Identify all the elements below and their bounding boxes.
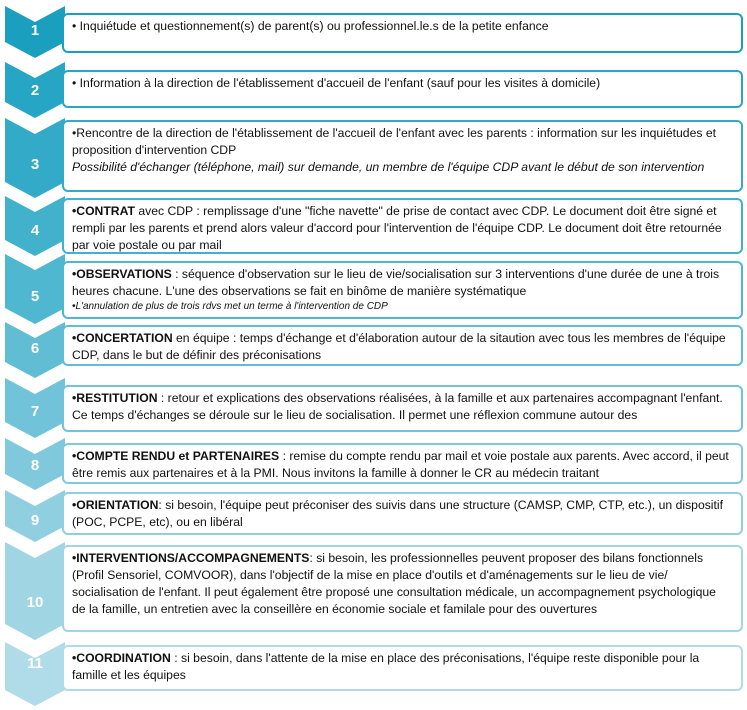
step-9 bbox=[0, 490, 747, 542]
step-text-line bbox=[72, 497, 731, 531]
step-keyword: •ORIENTATION bbox=[72, 498, 159, 512]
step-description: : si besoin, l'équipe peut préconiser des suivis dans une structure (CAMSP, CMP, CTP, etc.), un dispositif (POC, PCPE, etc), ou en libéral bbox=[72, 498, 723, 529]
step-text-box bbox=[62, 261, 743, 319]
step-text-box bbox=[62, 545, 743, 632]
step-description: avec CDP : remplissage d'une "fiche navette" de prise de contact avec CDP. Le document doit être signé et rempli par les parents et prend alors valeur d'accord pour l'intervention de l'équipe CDP. Le document doit être retournée par voie postale ou par mail bbox=[72, 204, 722, 252]
step-keyword: •COORDINATION bbox=[72, 651, 171, 665]
step-number: 1 bbox=[30, 22, 40, 39]
step-description: • Inquiétude et questionnement(s) de parent(s) ou professionnel.le.s de la petite enfance bbox=[72, 19, 549, 33]
step-text-line bbox=[72, 203, 731, 254]
step-6 bbox=[0, 322, 747, 378]
step-text-line bbox=[72, 159, 731, 176]
step-keyword: •COMPTE RENDU et PARTENAIRES bbox=[72, 449, 280, 463]
step-description: • Information à la direction de l'établissement d'accueil de l'enfant (sauf pour les visites à domicile) bbox=[72, 76, 601, 90]
step-4 bbox=[0, 196, 747, 256]
step-text-line bbox=[72, 390, 731, 424]
step-description: : remise du compte rendu par mail et voie postale aux parents. Avec accord, il peut être remis aux partenaires et à la PMI. Nous invitons la famille à donner le CR au médecin traitant bbox=[72, 449, 729, 480]
step-text-box bbox=[62, 645, 743, 691]
step-number: 8 bbox=[30, 457, 40, 474]
step-1 bbox=[0, 6, 747, 58]
step-description: Possibilité d'échanger (téléphone, mail) sur demande, un membre de l'équipe CDP avant le début de son intervention bbox=[72, 160, 705, 174]
step-text-box bbox=[62, 325, 743, 366]
step-description: en équipe : temps d'échange et d'élaboration autour de la sitaution avec tous les membres de l'équipe CDP, dans le but de définir des préconisations bbox=[72, 331, 726, 362]
step-number: 11 bbox=[27, 655, 43, 672]
step-number: 2 bbox=[30, 82, 40, 99]
step-text-box bbox=[62, 13, 743, 53]
step-keyword: •OBSERVATIONS bbox=[72, 267, 172, 281]
step-text-line bbox=[72, 266, 731, 300]
step-number: 3 bbox=[30, 156, 40, 173]
step-text-line bbox=[72, 448, 731, 482]
step-text-line bbox=[72, 300, 731, 313]
step-text-line bbox=[72, 550, 731, 618]
step-3 bbox=[0, 118, 747, 198]
step-number: 4 bbox=[30, 222, 40, 239]
chevron-arrow-icon bbox=[5, 542, 65, 640]
step-2 bbox=[0, 62, 747, 118]
step-text-line bbox=[72, 330, 731, 364]
step-text-box bbox=[62, 198, 743, 254]
step-text-box bbox=[62, 443, 743, 484]
step-number: 10 bbox=[26, 594, 44, 611]
step-text-box bbox=[62, 120, 743, 192]
step-5 bbox=[0, 254, 747, 324]
step-number: 6 bbox=[30, 340, 40, 357]
step-description: •Rencontre de la direction de l'établissement de l'accueil de l'enfant avec les parents : information sur les inquiétudes et proposition d'intervention CDP bbox=[72, 126, 717, 157]
step-text-line bbox=[72, 18, 731, 35]
step-keyword: •RESTITUTION bbox=[72, 391, 158, 405]
step-number: 9 bbox=[30, 512, 40, 529]
step-number: 7 bbox=[30, 403, 40, 420]
step-keyword: •CONTRAT bbox=[72, 204, 135, 218]
step-text-line bbox=[72, 75, 731, 92]
chevron-arrow-icon bbox=[5, 642, 65, 706]
step-text-line bbox=[72, 125, 731, 159]
step-description: •L'annulation de plus de trois rdvs met un terme à l'intervention de CDP bbox=[72, 301, 388, 312]
step-8 bbox=[0, 438, 747, 490]
step-description: : si besoin, dans l'attente de la mise en place des préconisations, l'équipe reste disponible pour la famille et les équipes bbox=[72, 651, 700, 682]
step-description: : séquence d'observation sur le lieu de vie/socialisation sur 3 interventions d'une durée de une à trois heures chacune. L'une des observations se fait en binôme de manière systématique bbox=[72, 267, 720, 298]
step-keyword: •CONCERTATION bbox=[72, 331, 173, 345]
step-text-box bbox=[62, 70, 743, 108]
step-7 bbox=[0, 378, 747, 438]
step-description: : retour et explications des observations réalisées, à la famille et aux partenaires accompagnant l'enfant. Ce temps d'échanges se déroule sur le lieu de socialisation. Il permet une réflexion commune autour des bbox=[72, 391, 723, 422]
step-text-line bbox=[72, 650, 731, 684]
step-keyword: •INTERVENTIONS/ACCOMPAGNEMENTS bbox=[72, 551, 310, 565]
step-text-box bbox=[62, 492, 743, 535]
step-number: 5 bbox=[30, 288, 40, 305]
step-text-box bbox=[62, 385, 743, 432]
step-description: : si besoin, les professionnelles peuvent proposer des bilans fonctionnels (Profil Sensoriel, COMVOOR), dans l'objectif de la mise en place d'outils et d'aménagements sur le lieu de vie/ socialisation de l'enfant. Il peut également être proposé une consultation médicale, un accompagnement psychologique de la famille, un entretien avec la conseillère en économie sociale et familale pour des ouvertures bbox=[72, 551, 716, 616]
step-11 bbox=[0, 642, 747, 706]
step-10 bbox=[0, 542, 747, 640]
